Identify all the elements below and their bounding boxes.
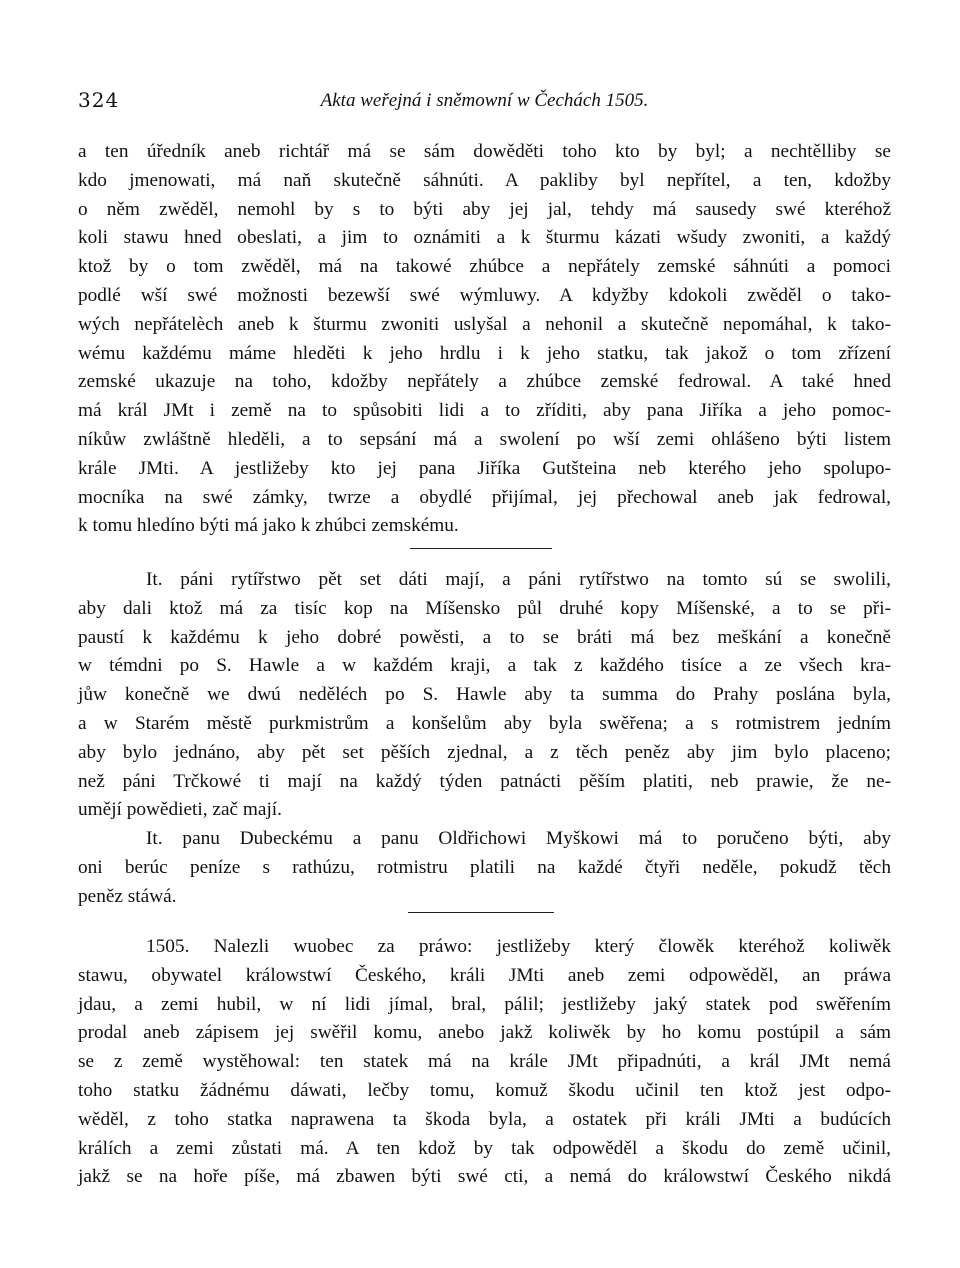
- section-divider-2: [408, 912, 554, 913]
- text-line: umějí powědieti, zač mají.: [78, 799, 282, 821]
- text-line: o něm zwěděl, nemohl by s to býti aby jej jal, tehdy má sausedy swé kteréhož: [78, 198, 891, 220]
- text-line: než páni Trčkowé ti mají na každý týden patnácti pěším platiti, neb prawie, že ne-: [78, 770, 891, 792]
- text-line: wých nepřátelèch aneb k šturmu zwoniti uslyšal a nehonil a skutečně nepomáhal, k tako-: [78, 313, 891, 335]
- text-line: prodal aneb zápisem jej swěřil komu, anebo jakž koliwěk by ho komu postúpil a sám: [78, 1022, 891, 1044]
- text-line: má král JMt i země na to spůsobiti lidi a to zříditi, aby pana Jiříka a jeho pomoc-: [78, 400, 891, 422]
- text-line: jdau, a zemi hubil, w ní lidi jímal, bral, pálil; jestližeby jaký statek pod swěřením: [78, 993, 891, 1015]
- text-line: se z země wystěhowal: ten statek má na krále JMt připadnúti, a král JMt nemá: [78, 1051, 891, 1073]
- paragraph-4: [78, 933, 891, 1192]
- text-line: wému každému máme hleděti k jeho hrdlu i k jeho statku, tak jakož o tom zřízení: [78, 342, 891, 364]
- text-line: oni berúc peníze s rathúzu, rotmistru platili na každé čtyři neděle, pokudž těch: [78, 856, 891, 878]
- paragraph-2-text: [78, 566, 891, 825]
- paragraph-3: [78, 825, 891, 911]
- text-line: a w Starém městě purkmistrům a konšelům aby byla swěřena; a s rotmistrem jedním: [78, 712, 891, 734]
- text-line: podlé wší swé možnosti bezewší swé wýmluwy. A kdyžby kdokoli zwěděl o tako-: [78, 284, 891, 306]
- text-line: aby dali ktož má za tisíc kop na Míšensko půl druhé kopy Míšenské, a to se při-: [78, 597, 891, 619]
- text-line: peněz stáwá.: [78, 885, 177, 907]
- text-line: It. panu Dubeckému a panu Oldřichowi Myškowi má to poručeno býti, aby: [146, 828, 891, 849]
- text-line: králích a zemi zůstati má. A ten kdož by tak odpowěděl a škodu do země učinil,: [78, 1137, 891, 1159]
- page-header: [78, 88, 891, 118]
- running-title: Akta weřejná i sněmowní w Čechách 1505.: [320, 90, 649, 111]
- paragraph-4-text: [78, 933, 891, 1192]
- text-line: a ten úředník aneb richtář má se sám dowěděti toho kto by byl; a nechtělliby se: [78, 141, 891, 162]
- text-line: kdo jmenowati, má naň skutečně sáhnúti. A pakliby byl nepřítel, a ten, kdožby: [78, 169, 891, 191]
- text-line: 1505. Nalezli wuobec za práwo: jestližeby který člowěk kteréhož koliwěk: [146, 936, 891, 957]
- text-line: w témdni po S. Hawle a w každém kraji, a tak z každého tisíce a ze všech kra-: [78, 655, 891, 677]
- text-line: aby bylo jednáno, aby pět set pěších zjednal, a z těch peněz aby jim bylo placeno;: [78, 741, 891, 763]
- text-line: zemské ukazuje na toho, kdožby nepřátely a zhúbce zemské fedrowal. A také hned: [78, 371, 891, 393]
- text-line: k tomu hledíno býti má jako k zhúbci zemskému.: [78, 515, 459, 537]
- text-line: mocníka na swé zámky, twrze a obydlé přijímal, jej přechowal aneb jak fedrowal,: [78, 486, 891, 508]
- text-line: stawu, obywatel králowstwí Českého, králi JMti aneb zemi odpowěděl, an práwa: [78, 964, 891, 986]
- section-divider-1: [410, 548, 552, 549]
- paragraph-3-text: [78, 825, 891, 911]
- text-line: wěděl, z toho statka naprawena ta škoda byla, a ostatek při králi JMti a budúcích: [78, 1108, 891, 1130]
- paragraph-2: [78, 566, 891, 825]
- text-line: jůw konečně we dwú neděléch po S. Hawle aby ta summa do Prahy poslána byla,: [78, 684, 891, 706]
- text-line: jakž se na hoře píše, má zbawen býti swé cti, a nemá do králowstwí Českého nikdá: [78, 1166, 891, 1188]
- text-line: paustí k každému k jeho dobré powěsti, a to se bráti má bez meškání a konečně: [78, 626, 891, 648]
- page-number: 324: [78, 88, 120, 112]
- text-line: toho statku žádnému dáwati, lečby tomu, komuž škodu učinil ten ktož jest odpo-: [78, 1079, 891, 1101]
- paragraph-1-text: [78, 138, 891, 541]
- text-line: koli stawu hned obeslati, a jim to oznámiti a k šturmu kázati wšudy zwoniti, a každý: [78, 227, 891, 249]
- text-line: níkůw zwláštně hleděli, a to sepsání má a swolení po wší zemi ohlášeno býti listem: [78, 428, 891, 450]
- text-line: ktož by o tom zwěděl, má na takowé zhúbce a nepřátely zemské sáhnúti a pomoci: [78, 256, 891, 278]
- text-line: It. páni rytířstwo pět set dáti mají, a páni rytířstwo na tomto sú se swolili,: [146, 569, 891, 590]
- text-line: krále JMti. A jestližeby kto jej pana Jiříka Gutšteina neb kterého jeho spolupo-: [78, 457, 891, 479]
- paragraph-1: [78, 138, 891, 541]
